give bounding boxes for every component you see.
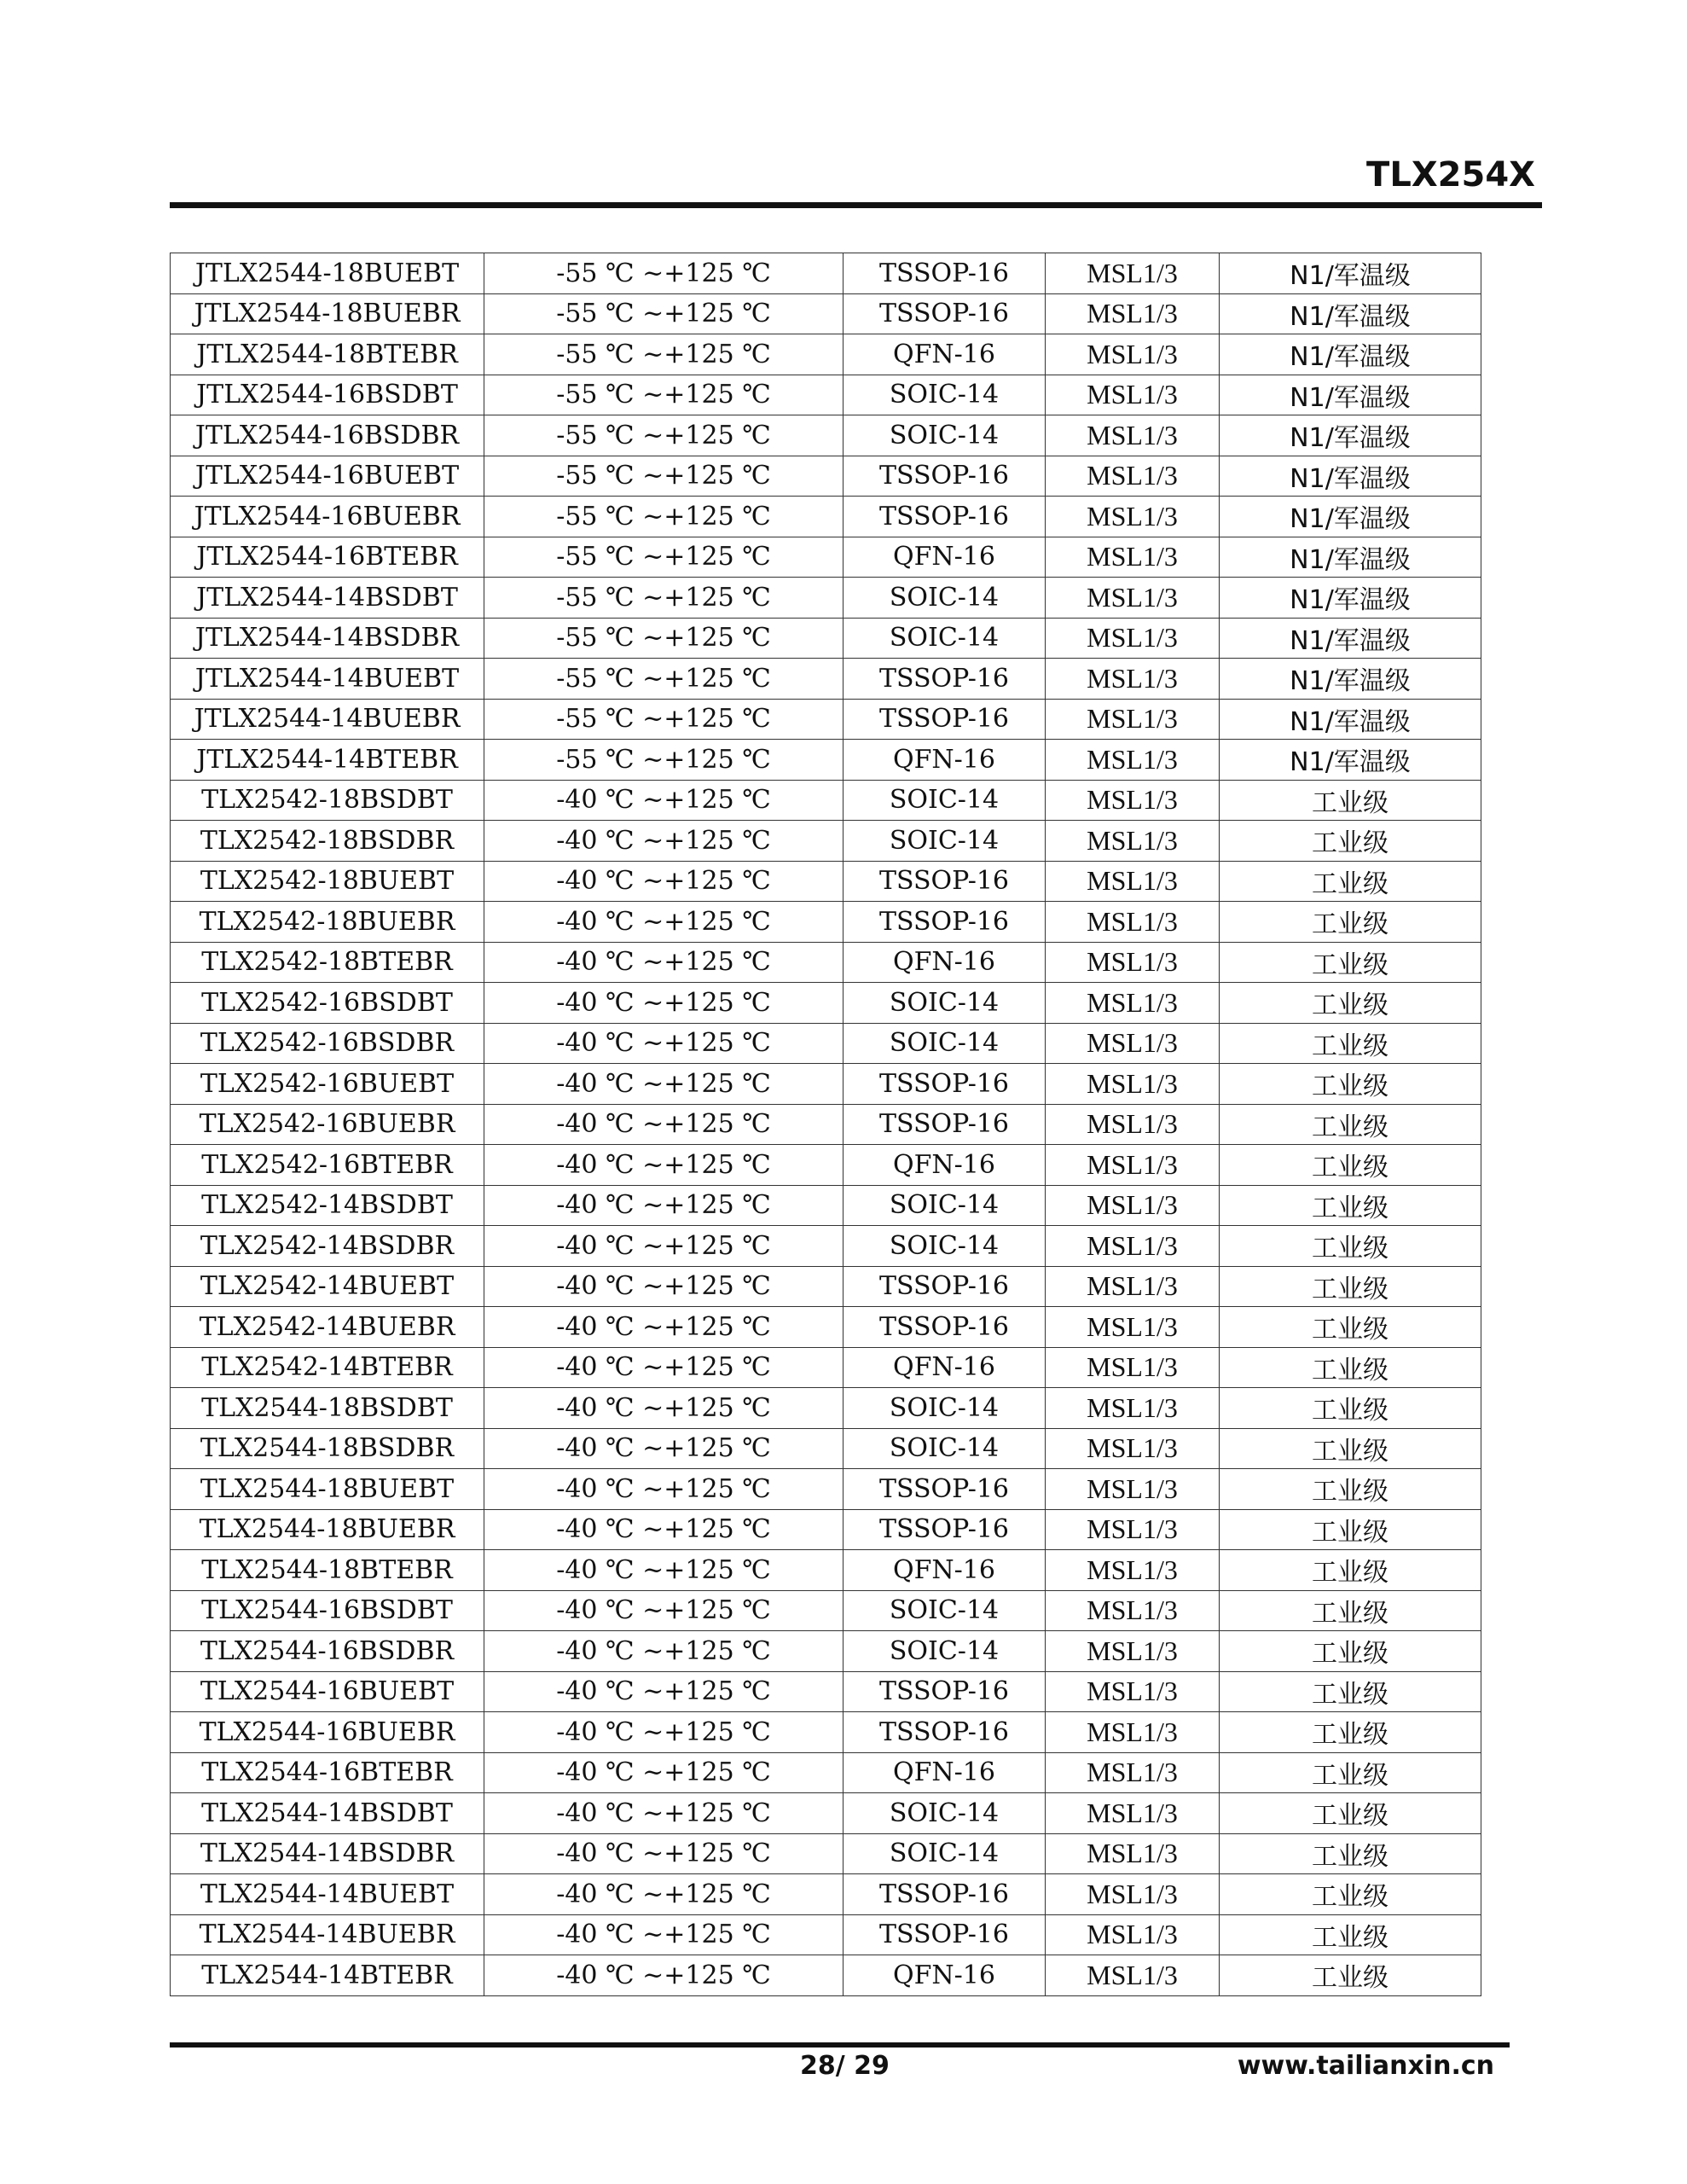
grade-cell: 工业级: [1220, 902, 1481, 943]
temperature-range-cell: -55 ℃ ~+125 ℃: [484, 537, 844, 578]
msl-level-cell: MSL1/3: [1046, 942, 1220, 983]
temperature-range-cell: -40 ℃ ~+125 ℃: [484, 1104, 844, 1145]
part-number-cell: TLX2542-18BSDBT: [171, 780, 484, 821]
table-row: [171, 1347, 1481, 1388]
part-number-cell: TLX2542-16BUEBT: [171, 1064, 484, 1105]
part-number-cell: TLX2542-16BSDBT: [171, 983, 484, 1024]
package-cell: TSSOP-16: [844, 1712, 1046, 1753]
package-cell: QFN-16: [844, 740, 1046, 781]
part-number-cell: TLX2544-16BUEBT: [171, 1671, 484, 1712]
msl-level-cell: MSL1/3: [1046, 1509, 1220, 1550]
grade-cell: 工业级: [1220, 1752, 1481, 1793]
part-number-cell: TLX2542-16BUEBR: [171, 1104, 484, 1145]
grade-cell: N1/军温级: [1220, 415, 1481, 456]
part-number-cell: TLX2544-14BUEBT: [171, 1874, 484, 1915]
package-cell: TSSOP-16: [844, 902, 1046, 943]
package-cell: TSSOP-16: [844, 253, 1046, 294]
grade-cell: 工业级: [1220, 1631, 1481, 1672]
table-row: [171, 740, 1481, 781]
temperature-range-cell: -40 ℃ ~+125 ℃: [484, 942, 844, 983]
msl-level-cell: MSL1/3: [1046, 821, 1220, 862]
msl-level-cell: MSL1/3: [1046, 1752, 1220, 1793]
package-cell: SOIC-14: [844, 780, 1046, 821]
grade-cell: 工业级: [1220, 1833, 1481, 1874]
grade-cell: 工业级: [1220, 1874, 1481, 1915]
grade-cell: 工业级: [1220, 1590, 1481, 1631]
msl-level-cell: MSL1/3: [1046, 740, 1220, 781]
package-cell: TSSOP-16: [844, 1307, 1046, 1348]
table-row: [171, 1590, 1481, 1631]
part-number-cell: TLX2542-14BSDBT: [171, 1185, 484, 1226]
part-number-cell: TLX2542-14BSDBR: [171, 1226, 484, 1267]
msl-level-cell: MSL1/3: [1046, 1104, 1220, 1145]
part-number-cell: TLX2544-18BUEBT: [171, 1469, 484, 1510]
package-cell: TSSOP-16: [844, 699, 1046, 740]
package-cell: SOIC-14: [844, 983, 1046, 1024]
msl-level-cell: MSL1/3: [1046, 537, 1220, 578]
temperature-range-cell: -40 ℃ ~+125 ℃: [484, 1307, 844, 1348]
package-cell: TSSOP-16: [844, 1874, 1046, 1915]
table-row: [171, 334, 1481, 375]
table-row: [171, 1388, 1481, 1429]
package-cell: SOIC-14: [844, 415, 1046, 456]
package-cell: TSSOP-16: [844, 1914, 1046, 1955]
part-number-cell: TLX2542-18BUEBT: [171, 861, 484, 902]
part-number-cell: TLX2544-18BSDBT: [171, 1388, 484, 1429]
temperature-range-cell: -40 ℃ ~+125 ℃: [484, 1064, 844, 1105]
msl-level-cell: MSL1/3: [1046, 1712, 1220, 1753]
part-number-cell: JTLX2544-16BUEBR: [171, 497, 484, 537]
grade-cell: 工业级: [1220, 1388, 1481, 1429]
grade-cell: N1/军温级: [1220, 375, 1481, 415]
temperature-range-cell: -40 ℃ ~+125 ℃: [484, 1550, 844, 1591]
package-cell: QFN-16: [844, 1955, 1046, 1996]
package-cell: QFN-16: [844, 1550, 1046, 1591]
temperature-range-cell: -40 ℃ ~+125 ℃: [484, 1955, 844, 1996]
package-cell: TSSOP-16: [844, 1671, 1046, 1712]
part-number-cell: JTLX2544-16BTEBR: [171, 537, 484, 578]
table-row: [171, 293, 1481, 334]
package-cell: QFN-16: [844, 1145, 1046, 1186]
table-row: [171, 375, 1481, 415]
table-row: [171, 1307, 1481, 1348]
grade-cell: 工业级: [1220, 1712, 1481, 1753]
temperature-range-cell: -40 ℃ ~+125 ℃: [484, 1388, 844, 1429]
msl-level-cell: MSL1/3: [1046, 1671, 1220, 1712]
temperature-range-cell: -55 ℃ ~+125 ℃: [484, 334, 844, 375]
part-number-cell: TLX2544-14BUEBR: [171, 1914, 484, 1955]
temperature-range-cell: -40 ℃ ~+125 ℃: [484, 1185, 844, 1226]
grade-cell: 工业级: [1220, 1185, 1481, 1226]
footer-rule: [170, 2042, 1510, 2048]
temperature-range-cell: -40 ℃ ~+125 ℃: [484, 1752, 844, 1793]
msl-level-cell: MSL1/3: [1046, 1064, 1220, 1105]
package-cell: QFN-16: [844, 537, 1046, 578]
table-row: [171, 942, 1481, 983]
part-number-cell: TLX2544-14BTEBR: [171, 1955, 484, 1996]
msl-level-cell: MSL1/3: [1046, 415, 1220, 456]
table-row: [171, 1469, 1481, 1510]
msl-level-cell: MSL1/3: [1046, 1307, 1220, 1348]
grade-cell: N1/军温级: [1220, 537, 1481, 578]
temperature-range-cell: -40 ℃ ~+125 ℃: [484, 861, 844, 902]
table-row: [171, 415, 1481, 456]
temperature-range-cell: -55 ℃ ~+125 ℃: [484, 740, 844, 781]
ordering-info-table: [170, 253, 1481, 1996]
msl-level-cell: MSL1/3: [1046, 1185, 1220, 1226]
grade-cell: 工业级: [1220, 1023, 1481, 1064]
temperature-range-cell: -40 ℃ ~+125 ℃: [484, 1266, 844, 1307]
part-number-cell: JTLX2544-14BSDBT: [171, 578, 484, 619]
part-number-cell: JTLX2544-18BUEBR: [171, 293, 484, 334]
temperature-range-cell: -40 ℃ ~+125 ℃: [484, 1226, 844, 1267]
temperature-range-cell: -55 ℃ ~+125 ℃: [484, 456, 844, 497]
msl-level-cell: MSL1/3: [1046, 1145, 1220, 1186]
temperature-range-cell: -40 ℃ ~+125 ℃: [484, 902, 844, 943]
package-cell: SOIC-14: [844, 821, 1046, 862]
table-row: [171, 1671, 1481, 1712]
grade-cell: 工业级: [1220, 1469, 1481, 1510]
table-row: [171, 1064, 1481, 1105]
msl-level-cell: MSL1/3: [1046, 1874, 1220, 1915]
table-row: [171, 1955, 1481, 1996]
table-row: [171, 1266, 1481, 1307]
msl-level-cell: MSL1/3: [1046, 659, 1220, 700]
package-cell: TSSOP-16: [844, 861, 1046, 902]
part-number-cell: JTLX2544-16BUEBT: [171, 456, 484, 497]
temperature-range-cell: -55 ℃ ~+125 ℃: [484, 578, 844, 619]
msl-level-cell: MSL1/3: [1046, 334, 1220, 375]
table-row: [171, 1793, 1481, 1834]
grade-cell: N1/军温级: [1220, 578, 1481, 619]
table-row: [171, 1752, 1481, 1793]
part-number-cell: TLX2542-16BTEBR: [171, 1145, 484, 1186]
table-row: [171, 1145, 1481, 1186]
table-row: [171, 780, 1481, 821]
msl-level-cell: MSL1/3: [1046, 1833, 1220, 1874]
part-number-cell: TLX2542-18BSDBR: [171, 821, 484, 862]
grade-cell: N1/军温级: [1220, 456, 1481, 497]
table-row: [171, 659, 1481, 700]
temperature-range-cell: -55 ℃ ~+125 ℃: [484, 618, 844, 659]
package-cell: TSSOP-16: [844, 1266, 1046, 1307]
package-cell: SOIC-14: [844, 618, 1046, 659]
part-number-cell: JTLX2544-14BTEBR: [171, 740, 484, 781]
package-cell: TSSOP-16: [844, 1104, 1046, 1145]
msl-level-cell: MSL1/3: [1046, 699, 1220, 740]
table-row: [171, 1833, 1481, 1874]
temperature-range-cell: -40 ℃ ~+125 ℃: [484, 1509, 844, 1550]
table-row: [171, 1874, 1481, 1915]
part-number-cell: TLX2542-18BUEBR: [171, 902, 484, 943]
part-number-cell: JTLX2544-14BUEBT: [171, 659, 484, 700]
package-cell: QFN-16: [844, 334, 1046, 375]
package-cell: TSSOP-16: [844, 1469, 1046, 1510]
table-row: [171, 537, 1481, 578]
package-cell: SOIC-14: [844, 375, 1046, 415]
msl-level-cell: MSL1/3: [1046, 1226, 1220, 1267]
grade-cell: 工业级: [1220, 861, 1481, 902]
part-number-cell: TLX2544-16BSDBR: [171, 1631, 484, 1672]
grade-cell: N1/军温级: [1220, 659, 1481, 700]
package-cell: TSSOP-16: [844, 497, 1046, 537]
package-cell: SOIC-14: [844, 1833, 1046, 1874]
table-row: [171, 1712, 1481, 1753]
part-number-cell: JTLX2544-18BUEBT: [171, 253, 484, 294]
part-number-cell: TLX2544-14BSDBT: [171, 1793, 484, 1834]
ordering-table-container: [170, 253, 1481, 1996]
part-number-cell: TLX2544-14BSDBR: [171, 1833, 484, 1874]
table-body: [171, 253, 1481, 1996]
temperature-range-cell: -40 ℃ ~+125 ℃: [484, 1023, 844, 1064]
grade-cell: 工业级: [1220, 1266, 1481, 1307]
temperature-range-cell: -40 ℃ ~+125 ℃: [484, 1590, 844, 1631]
grade-cell: 工业级: [1220, 1671, 1481, 1712]
grade-cell: N1/军温级: [1220, 293, 1481, 334]
grade-cell: 工业级: [1220, 780, 1481, 821]
part-number-cell: TLX2544-18BTEBR: [171, 1550, 484, 1591]
temperature-range-cell: -55 ℃ ~+125 ℃: [484, 497, 844, 537]
part-number-cell: TLX2544-16BUEBR: [171, 1712, 484, 1753]
part-number-cell: JTLX2544-18BTEBR: [171, 334, 484, 375]
part-number-cell: TLX2542-14BUEBR: [171, 1307, 484, 1348]
table-row: [171, 861, 1481, 902]
package-cell: TSSOP-16: [844, 293, 1046, 334]
grade-cell: 工业级: [1220, 1550, 1481, 1591]
temperature-range-cell: -40 ℃ ~+125 ℃: [484, 1631, 844, 1672]
temperature-range-cell: -40 ℃ ~+125 ℃: [484, 1347, 844, 1388]
temperature-range-cell: -55 ℃ ~+125 ℃: [484, 415, 844, 456]
msl-level-cell: MSL1/3: [1046, 1955, 1220, 1996]
grade-cell: N1/军温级: [1220, 740, 1481, 781]
temperature-range-cell: -55 ℃ ~+125 ℃: [484, 699, 844, 740]
table-row: [171, 1023, 1481, 1064]
msl-level-cell: MSL1/3: [1046, 902, 1220, 943]
package-cell: TSSOP-16: [844, 1509, 1046, 1550]
grade-cell: 工业级: [1220, 1793, 1481, 1834]
package-cell: QFN-16: [844, 1347, 1046, 1388]
header-rule: [170, 202, 1542, 208]
table-row: [171, 1226, 1481, 1267]
temperature-range-cell: -40 ℃ ~+125 ℃: [484, 1671, 844, 1712]
msl-level-cell: MSL1/3: [1046, 1469, 1220, 1510]
part-number-cell: TLX2542-14BUEBT: [171, 1266, 484, 1307]
table-row: [171, 1509, 1481, 1550]
table-row: [171, 699, 1481, 740]
table-row: [171, 578, 1481, 619]
package-cell: SOIC-14: [844, 1590, 1046, 1631]
grade-cell: 工业级: [1220, 1347, 1481, 1388]
msl-level-cell: MSL1/3: [1046, 780, 1220, 821]
part-number-cell: TLX2544-16BSDBT: [171, 1590, 484, 1631]
package-cell: SOIC-14: [844, 1428, 1046, 1469]
package-cell: SOIC-14: [844, 1793, 1046, 1834]
grade-cell: 工业级: [1220, 1509, 1481, 1550]
part-number-cell: JTLX2544-16BSDBT: [171, 375, 484, 415]
table-row: [171, 1631, 1481, 1672]
temperature-range-cell: -55 ℃ ~+125 ℃: [484, 659, 844, 700]
msl-level-cell: MSL1/3: [1046, 1428, 1220, 1469]
package-cell: QFN-16: [844, 1752, 1046, 1793]
grade-cell: N1/军温级: [1220, 699, 1481, 740]
msl-level-cell: MSL1/3: [1046, 1914, 1220, 1955]
table-row: [171, 1104, 1481, 1145]
package-cell: TSSOP-16: [844, 1064, 1046, 1105]
msl-level-cell: MSL1/3: [1046, 861, 1220, 902]
msl-level-cell: MSL1/3: [1046, 578, 1220, 619]
grade-cell: 工业级: [1220, 1955, 1481, 1996]
part-number-cell: TLX2544-18BSDBR: [171, 1428, 484, 1469]
msl-level-cell: MSL1/3: [1046, 1631, 1220, 1672]
temperature-range-cell: -55 ℃ ~+125 ℃: [484, 293, 844, 334]
temperature-range-cell: -40 ℃ ~+125 ℃: [484, 1469, 844, 1510]
part-number-cell: TLX2544-18BUEBR: [171, 1509, 484, 1550]
package-cell: SOIC-14: [844, 578, 1046, 619]
part-number-cell: JTLX2544-14BUEBR: [171, 699, 484, 740]
grade-cell: N1/军温级: [1220, 334, 1481, 375]
grade-cell: N1/军温级: [1220, 253, 1481, 294]
grade-cell: N1/军温级: [1220, 618, 1481, 659]
part-number-cell: JTLX2544-14BSDBR: [171, 618, 484, 659]
temperature-range-cell: -55 ℃ ~+125 ℃: [484, 375, 844, 415]
part-number-cell: TLX2542-14BTEBR: [171, 1347, 484, 1388]
temperature-range-cell: -40 ℃ ~+125 ℃: [484, 1833, 844, 1874]
msl-level-cell: MSL1/3: [1046, 1793, 1220, 1834]
msl-level-cell: MSL1/3: [1046, 983, 1220, 1024]
table-row: [171, 983, 1481, 1024]
msl-level-cell: MSL1/3: [1046, 375, 1220, 415]
msl-level-cell: MSL1/3: [1046, 1590, 1220, 1631]
grade-cell: 工业级: [1220, 1914, 1481, 1955]
part-number-cell: JTLX2544-16BSDBR: [171, 415, 484, 456]
package-cell: QFN-16: [844, 942, 1046, 983]
grade-cell: 工业级: [1220, 1104, 1481, 1145]
table-row: [171, 902, 1481, 943]
temperature-range-cell: -40 ℃ ~+125 ℃: [484, 1874, 844, 1915]
table-row: [171, 618, 1481, 659]
package-cell: SOIC-14: [844, 1185, 1046, 1226]
grade-cell: 工业级: [1220, 821, 1481, 862]
table-row: [171, 1428, 1481, 1469]
table-row: [171, 1550, 1481, 1591]
msl-level-cell: MSL1/3: [1046, 1347, 1220, 1388]
temperature-range-cell: -40 ℃ ~+125 ℃: [484, 1793, 844, 1834]
msl-level-cell: MSL1/3: [1046, 1550, 1220, 1591]
table-row: [171, 456, 1481, 497]
part-number-cell: TLX2544-16BTEBR: [171, 1752, 484, 1793]
temperature-range-cell: -55 ℃ ~+125 ℃: [484, 253, 844, 294]
temperature-range-cell: -40 ℃ ~+125 ℃: [484, 1712, 844, 1753]
grade-cell: 工业级: [1220, 1307, 1481, 1348]
table-row: [171, 253, 1481, 294]
temperature-range-cell: -40 ℃ ~+125 ℃: [484, 821, 844, 862]
package-cell: SOIC-14: [844, 1023, 1046, 1064]
msl-level-cell: MSL1/3: [1046, 293, 1220, 334]
temperature-range-cell: -40 ℃ ~+125 ℃: [484, 1428, 844, 1469]
table-row: [171, 1185, 1481, 1226]
package-cell: TSSOP-16: [844, 456, 1046, 497]
document-title: TLX254X: [1366, 155, 1535, 195]
msl-level-cell: MSL1/3: [1046, 456, 1220, 497]
table-row: [171, 821, 1481, 862]
package-cell: TSSOP-16: [844, 659, 1046, 700]
msl-level-cell: MSL1/3: [1046, 1023, 1220, 1064]
table-row: [171, 497, 1481, 537]
grade-cell: 工业级: [1220, 1145, 1481, 1186]
page-number: 28/ 29: [800, 2051, 890, 2081]
package-cell: SOIC-14: [844, 1388, 1046, 1429]
part-number-cell: TLX2542-16BSDBR: [171, 1023, 484, 1064]
temperature-range-cell: -40 ℃ ~+125 ℃: [484, 1145, 844, 1186]
msl-level-cell: MSL1/3: [1046, 1266, 1220, 1307]
table-row: [171, 1914, 1481, 1955]
website-url: www.tailianxin.cn: [1237, 2051, 1494, 2081]
msl-level-cell: MSL1/3: [1046, 253, 1220, 294]
msl-level-cell: MSL1/3: [1046, 1388, 1220, 1429]
grade-cell: 工业级: [1220, 1428, 1481, 1469]
package-cell: SOIC-14: [844, 1226, 1046, 1267]
temperature-range-cell: -40 ℃ ~+125 ℃: [484, 1914, 844, 1955]
grade-cell: 工业级: [1220, 1226, 1481, 1267]
msl-level-cell: MSL1/3: [1046, 497, 1220, 537]
temperature-range-cell: -40 ℃ ~+125 ℃: [484, 983, 844, 1024]
part-number-cell: TLX2542-18BTEBR: [171, 942, 484, 983]
temperature-range-cell: -40 ℃ ~+125 ℃: [484, 780, 844, 821]
package-cell: SOIC-14: [844, 1631, 1046, 1672]
grade-cell: N1/军温级: [1220, 497, 1481, 537]
msl-level-cell: MSL1/3: [1046, 618, 1220, 659]
grade-cell: 工业级: [1220, 1064, 1481, 1105]
grade-cell: 工业级: [1220, 942, 1481, 983]
grade-cell: 工业级: [1220, 983, 1481, 1024]
